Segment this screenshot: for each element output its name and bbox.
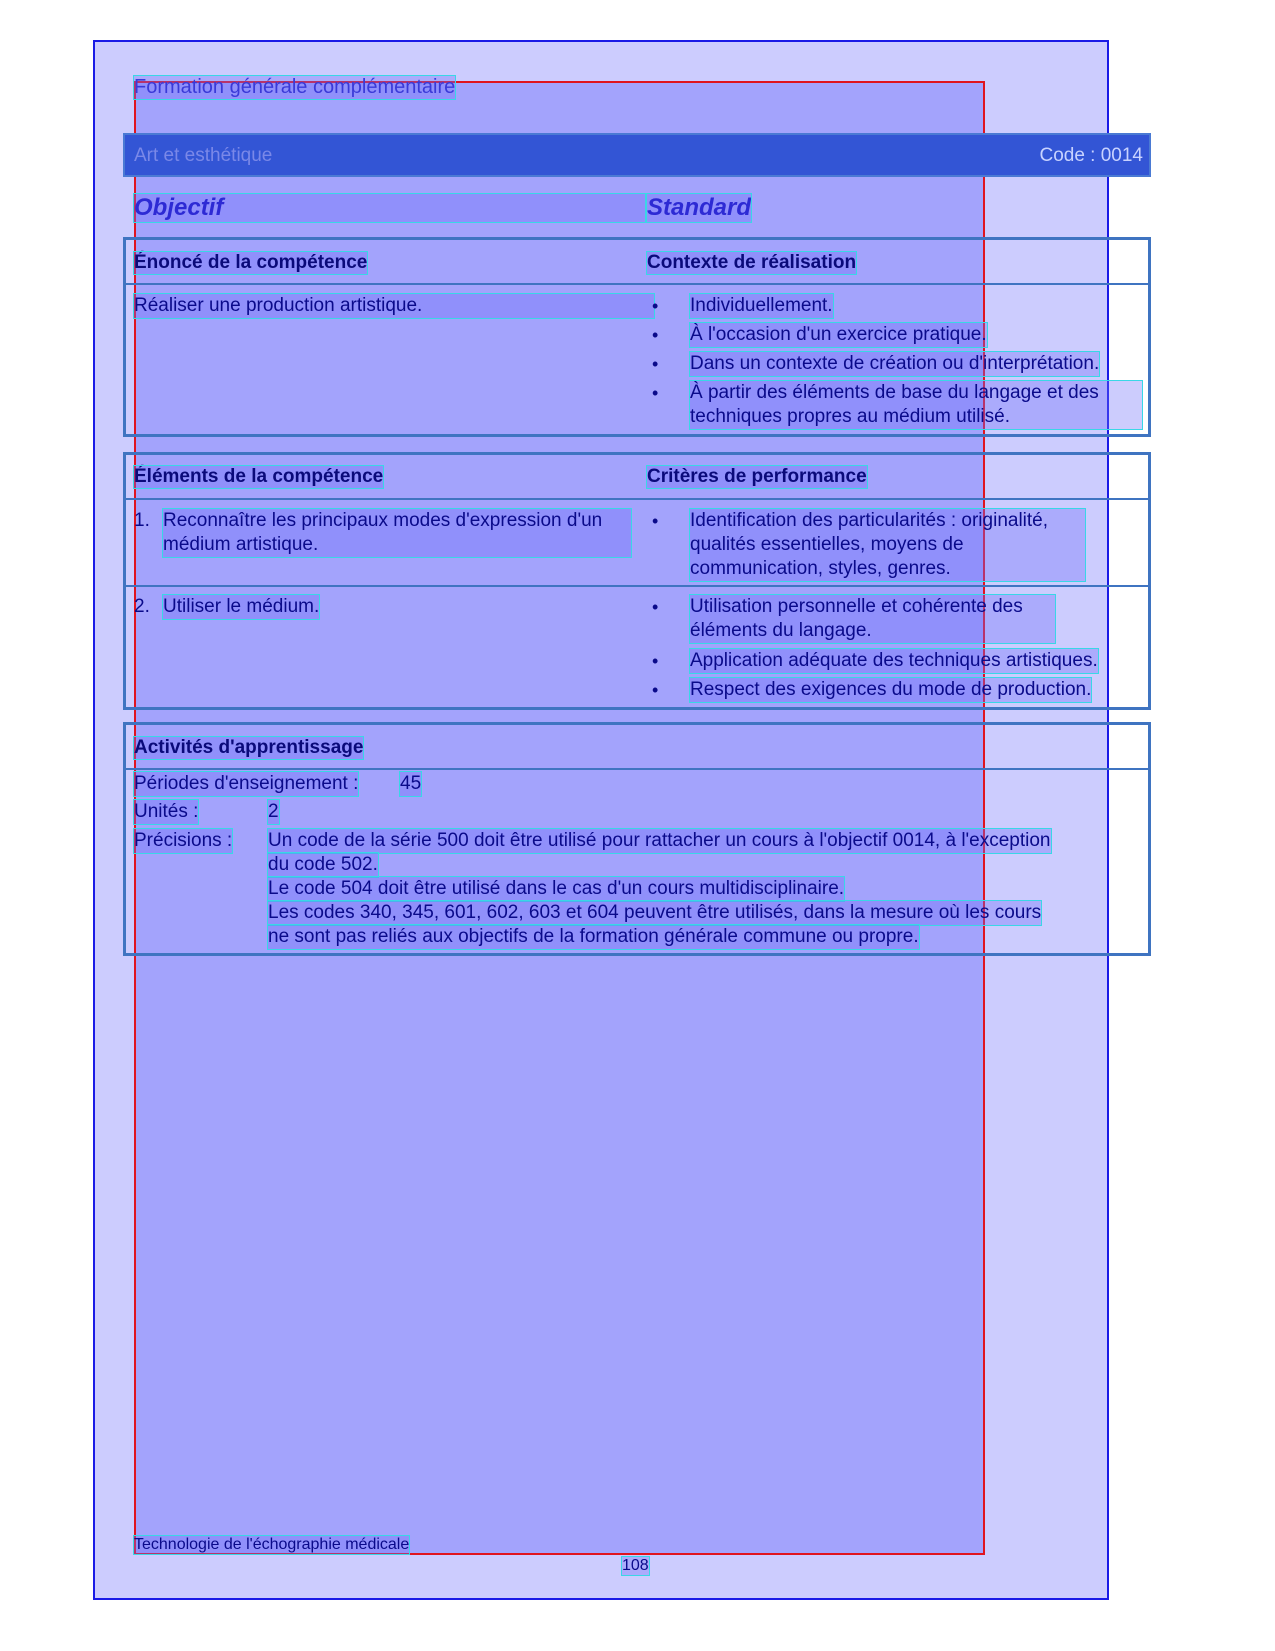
bullet-icon: • (652, 296, 659, 316)
performance-criterion: Application adéquate des techniques artistiques. (690, 650, 1098, 671)
performance-criterion: Utilisation personnelle et cohérente des éléments du langage. (690, 595, 1055, 643)
criteria-header: Critères de performance (647, 466, 867, 487)
context-item: Individuellement. (690, 295, 833, 316)
performance-criterion: Respect des exigences du mode de production. (690, 679, 1092, 700)
precisions-line: Le code 504 doit être utilisé dans le cas d'un cours multidisciplinaire. (268, 878, 845, 899)
context-item: Dans un contexte de création ou d'interprétation. (690, 353, 1100, 374)
context-item: À partir des éléments de base du langage et des techniques propres au médium utilisé. (690, 381, 1142, 429)
bullet-icon: • (652, 325, 659, 345)
standard-heading: Standard (647, 194, 752, 221)
units-label: Unités : (134, 801, 199, 822)
element-number: 2. (134, 596, 150, 617)
element-number: 1. (134, 510, 150, 531)
periods-label: Périodes d'enseignement : (134, 773, 359, 794)
units-value: 2 (268, 801, 279, 822)
program-title: Formation générale complémentaire (134, 76, 456, 98)
bullet-icon: • (652, 680, 659, 700)
competency-name: Art et esthétique (134, 145, 273, 166)
elements-header: Éléments de la compétence (134, 466, 384, 487)
competency-element: Reconnaître les principaux modes d'expression d'un médium artistique. (163, 509, 631, 557)
statement-header: Énoncé de la compétence (134, 252, 368, 273)
context-item: À l'occasion d'un exercice pratique. (690, 324, 987, 345)
performance-criterion: Identification des particularités : originalité, qualités essentielles, moyens de communication, styles, genres. (690, 509, 1085, 581)
competency-code: Code : 0014 (1039, 145, 1143, 166)
learning-activities-header: Activités d'apprentissage (134, 737, 364, 758)
context-header: Contexte de réalisation (647, 252, 857, 273)
precisions-label: Précisions : (134, 830, 233, 851)
bullet-icon: • (652, 511, 659, 531)
objectif-heading: Objectif (134, 194, 645, 222)
competency-header-bar (123, 133, 1151, 177)
precisions-line: Un code de la série 500 doit être utilisé pour rattacher un cours à l'objectif 0014, à l'exception (268, 830, 1051, 851)
precisions-line: du code 502. (268, 854, 378, 875)
competency-statement: Réaliser une production artistique. (134, 294, 654, 318)
bullet-icon: • (652, 354, 659, 374)
page-number: 108 (622, 1557, 649, 1574)
competency-element: Utiliser le médium. (163, 596, 320, 617)
precisions-line: ne sont pas reliés aux objectifs de la formation générale commune ou propre. (268, 926, 919, 947)
precisions-line: Les codes 340, 345, 601, 602, 603 et 604 peuvent être utilisés, dans la mesure où les cours (268, 902, 1042, 923)
bullet-icon: • (652, 651, 659, 671)
periods-value: 45 (400, 773, 422, 794)
footer-program-name: Technologie de l'échographie médicale (134, 1536, 410, 1553)
bullet-icon: • (652, 597, 659, 617)
bullet-icon: • (652, 383, 659, 403)
